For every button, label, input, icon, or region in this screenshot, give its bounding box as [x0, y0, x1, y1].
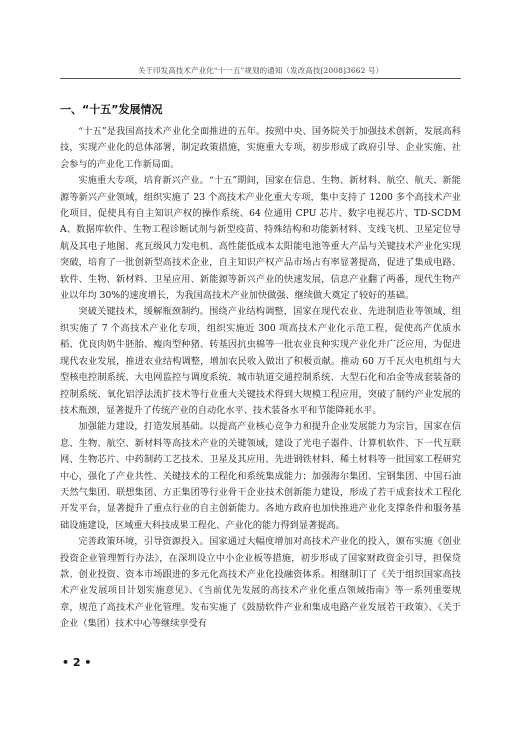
paragraph-intro: “十五”是我国高技术产业化全面推进的五年。按照中央、国务院关于加强技术创新，发展高科技，实现产业化的总体部署，制定政策措施，实施重大专项，初步形成了政府引导、企业实施、社会参与的产业化工作新局面。 — [60, 126, 461, 170]
body-text — [60, 124, 461, 634]
paragraph-policy-environment: 完善政策环境，引导资源投入。国家通过大幅度增加对高技术产业化的投入，颁布实施《创业投资企业管理暂行办法》，在深圳设立中小企业板等措施，初步形成了国家财政资金引导，担保贷款、创业投资、资本市场跟进的多元化高技术产业化投融资体系。相继制订了《关于组织国家高技术产业发展项目计划实施意见》、《当前优先发展的高技术产业化重点领域指南》等一系列重要规章，规范了高技术产业化管理。发布实施了《鼓励软件产业和集成电路产业发展若干政策》、《关于企业（集团）技术中心等继续享受有 — [60, 536, 461, 630]
page-number: • 2 • — [62, 656, 92, 669]
header-divider — [60, 78, 461, 79]
paragraph-major-projects: 实施重大专项，培育新兴产业。“十五”期间，国家在信息、生物、新材料、航空、航天、新能源等新兴产业领域，组织实施了 23 个高技术产业化重大专项，集中支持了 1200 多个高技术产业化项目，促使具有自主知识产权的操作系统、64 位通用 CPU 芯片、数字电视芯片、TD-SCDMA、数据库软件、生物工程诊断试剂与新型疫苗、特殊结构和功能新材料、支线飞机、卫星定位导航及其电子地图、兆瓦级风力发电机、高性能低成本太阳能电池等重大产品与关键技术产业化实现突破，培育了一批创新型高技术企业，自主知识产权产品市场占有率显著提高，促进了集成电路、软件、生物、新材料、卫星应用、新能源等新兴产业的快速发展，信息产业翻了两番，现代生物产业以年均 30%的速度增长，为我国高技术产业加快做强、继续做大奠定了较好的基础。 — [60, 175, 461, 302]
section-heading: 一、“十五”发展情况 — [60, 103, 163, 116]
running-header: 关于印发高技术产业化“十一五”规划的通知（发改高技[2008]3662 号） — [137, 66, 384, 75]
paragraph-key-technologies: 突破关键技术，缓解瓶颈制约。围绕产业结构调整，国家在现代农业、先进制造业等领域，组织实施了 7 个高技术产业化专项，组织实施近 300 项高技术产业化示范工程，促使高产优质水稻、优良肉奶牛胚胎、瘦肉型种猪、转基因抗虫棉等一批农业良种实现产业化并广泛应用，为促进现代农业发展，推进农业结构调整，增加农民收入做出了积极贡献。推动 60 万千瓦火电机组与大型核电控制系统、大电网监控与调度系统、城市轨道交通控制系统、大型石化和冶金等成套装备的控制系统、氧化铝浮法流扩技术等行业重大关键技术得到大规模工程应用，突破了制约产业发展的技术瓶颈，显著提升了传统产业的自动化水平、技术装备水平和节能降耗水平。 — [60, 306, 461, 416]
paragraph-capacity-building: 加强能力建设，打造发展基础。以提高产业核心竞争力和提升企业发展能力为宗旨，国家在信息、生物、航空、新材料等高技术产业的关键领域，建设了光电子器件、计算机软件、下一代互联网、生物芯片、中药制药工艺技术、卫星及其应用、先进钢铁材料、稀土材料等一批国家工程研究中心，强化了产业共性、关键技术的工程化和系统集成能力；加强海尔集团、宝钢集团、中国石油天然气集团、联想集团、方正集团等行业骨干企业技术创新能力建设，形成了若干成套技术工程化开发平台，显著提升了重点行业的自主创新能力。各地方政府也加快推进产业化支撑条件和服务基础设施建设，区域重大科技成果工程化、产业化的能力得到显著提高。 — [60, 421, 461, 531]
